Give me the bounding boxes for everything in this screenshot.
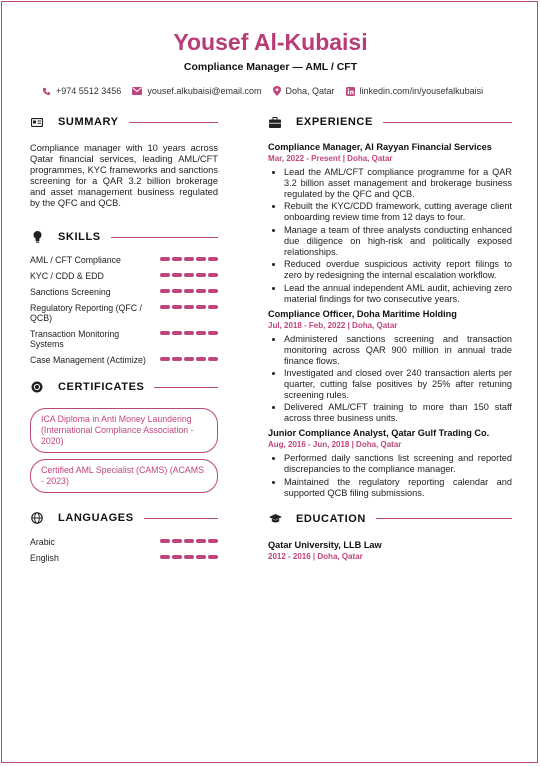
skill-level bbox=[158, 289, 218, 293]
contact-email[interactable] bbox=[132, 86, 261, 96]
language-level bbox=[158, 539, 218, 543]
languages-title: LANGUAGES bbox=[58, 512, 134, 524]
phone-icon bbox=[42, 87, 51, 96]
skills-divider bbox=[111, 237, 218, 238]
job-bullet: • Maintained the regulatory reporting calendar and supported QCB filing submissions. bbox=[284, 477, 512, 499]
skills-heading bbox=[30, 228, 218, 246]
skill-row bbox=[30, 287, 218, 297]
contact-linkedin[interactable] bbox=[346, 86, 484, 96]
right-column bbox=[268, 113, 512, 561]
education-title-text: Qatar University, LLB Law bbox=[268, 539, 382, 550]
languages-divider bbox=[144, 518, 218, 519]
skill-level bbox=[158, 273, 218, 277]
experience-title: EXPERIENCE bbox=[296, 116, 373, 128]
experience-divider bbox=[383, 122, 512, 123]
language-level bbox=[158, 555, 218, 559]
job-bullet: • Reduced overdue suspicious activity report filings to zero by redesigning the internal escalation workflow. bbox=[284, 259, 512, 281]
location-text: Doha, Qatar bbox=[285, 86, 335, 96]
summary-heading bbox=[30, 113, 218, 131]
briefcase-icon bbox=[268, 115, 282, 129]
email-text: yousef.alkubaisi@email.com bbox=[147, 86, 262, 96]
skill-row bbox=[30, 255, 218, 265]
language-row bbox=[30, 537, 218, 547]
job-bullets bbox=[268, 453, 512, 498]
job-bullet: • Delivered AML/CFT training to more than 150 staff across three business units. bbox=[284, 402, 512, 424]
skill-name: KYC / CDD & EDD bbox=[30, 271, 104, 281]
certificate-pill: Certified AML Specialist (CAMS) (ACAMS - 2023) bbox=[30, 459, 218, 493]
language-row bbox=[30, 553, 218, 563]
contact-phone[interactable] bbox=[42, 86, 121, 96]
job-role: Compliance Manager — AML / CFT bbox=[183, 61, 358, 73]
job-title: Compliance Manager, Al Rayyan Financial Services bbox=[268, 142, 492, 152]
phone-text: +974 5512 3456 bbox=[56, 86, 122, 96]
email-icon bbox=[132, 87, 142, 95]
skill-level bbox=[158, 305, 218, 309]
skill-name: Case Management (Actimize) bbox=[30, 355, 146, 365]
candidate-name: Yousef Al-Kubaisi bbox=[173, 29, 368, 55]
job-meta: Jul, 2018 - Feb, 2022 | Doha, Qatar bbox=[268, 320, 398, 330]
education-title: EDUCATION bbox=[296, 512, 366, 525]
job-title: Junior Compliance Analyst, Qatar Gulf Trading Co. bbox=[268, 428, 490, 439]
summary-divider bbox=[129, 122, 218, 123]
job-entry bbox=[268, 142, 512, 305]
job-meta: Mar, 2022 - Present | Doha, Qatar bbox=[268, 154, 393, 163]
skill-name: AML / CFT Compliance bbox=[30, 255, 121, 265]
location-pin-icon bbox=[273, 86, 281, 96]
language-name: Arabic bbox=[30, 537, 55, 547]
id-card-icon bbox=[30, 115, 44, 129]
language-name: English bbox=[30, 553, 59, 563]
languages-heading bbox=[30, 509, 218, 527]
job-bullets bbox=[268, 334, 512, 425]
job-bullet: • Lead the annual independent AML audit, achieving zero material findings for two consecutive years. bbox=[284, 283, 512, 305]
skill-level bbox=[158, 357, 218, 361]
skill-name: Regulatory Reporting (QFC / QCB) bbox=[30, 303, 142, 323]
linkedin-text: linkedin.com/in/yousefalkubaisi bbox=[359, 86, 484, 96]
education-divider bbox=[376, 518, 512, 519]
job-bullets bbox=[268, 167, 512, 305]
globe-icon bbox=[30, 511, 44, 525]
job-bullet: • Investigated and closed over 240 transaction alerts per quarter, cutting false positives by 25% after retuning screening rules. bbox=[284, 368, 512, 401]
linkedin-icon bbox=[346, 87, 355, 96]
contact-location bbox=[273, 86, 335, 96]
lightbulb-icon bbox=[30, 230, 44, 244]
skill-level bbox=[158, 331, 218, 335]
skill-row bbox=[30, 271, 218, 281]
award-badge-icon bbox=[30, 380, 44, 394]
job-title: Compliance Officer, Doha Maritime Holding bbox=[268, 308, 457, 319]
skills-title: SKILLS bbox=[58, 231, 101, 243]
job-bullet: • Lead the AML/CFT compliance programme for a QAR 3.2 billion asset management and brokerage business regulated by the QFC and QCB. bbox=[284, 167, 512, 200]
skill-row bbox=[30, 303, 218, 323]
graduation-cap-icon bbox=[268, 512, 282, 526]
contact-bar bbox=[42, 86, 502, 96]
certificates-divider bbox=[154, 387, 218, 388]
job-bullet: • Performed daily sanctions list screening and reported discrepancies to the compliance manager. bbox=[284, 453, 512, 475]
left-column bbox=[30, 113, 218, 563]
certificates-title: CERTIFICATES bbox=[58, 381, 145, 393]
job-meta: Aug, 2016 - Jun, 2018 | Doha, Qatar bbox=[268, 440, 402, 450]
certificates-heading bbox=[30, 378, 218, 396]
job-entry bbox=[268, 428, 512, 498]
skill-name: Transaction Monitoring Systems bbox=[30, 329, 120, 349]
job-entry bbox=[268, 309, 512, 425]
summary-text: Compliance manager with 10 years across Qatar financial services, leading AML/CFT programmes, KYC frameworks and sanctions screening for a QAR 3.2 billion brokerage and asset management business regulated by the QFC and QCB. bbox=[30, 143, 218, 208]
job-bullet: • Administered sanctions screening and transaction monitoring across QAR 900 million in annual trade finance flows. bbox=[284, 334, 512, 367]
job-bullet: • Manage a team of three analysts conducting enhanced due diligence on high-risk and politically exposed relationships. bbox=[284, 225, 512, 258]
skill-name: Sanctions Screening bbox=[30, 287, 111, 297]
skill-row bbox=[30, 355, 218, 365]
experience-heading bbox=[268, 113, 512, 131]
summary-title: SUMMARY bbox=[58, 116, 119, 128]
job-bullet: • Rebuilt the KYC/CDD framework, cutting average client onboarding review time from 12 days to four. bbox=[284, 201, 512, 223]
education-heading bbox=[268, 510, 512, 528]
skill-row bbox=[30, 329, 218, 349]
skill-level bbox=[158, 257, 218, 261]
certificate-pill: ICA Diploma in Anti Money Laundering (International Compliance Association - 2020) bbox=[30, 408, 218, 453]
education-entry bbox=[268, 540, 512, 561]
education-meta: 2012 - 2016 | Doha, Qatar bbox=[268, 551, 363, 561]
